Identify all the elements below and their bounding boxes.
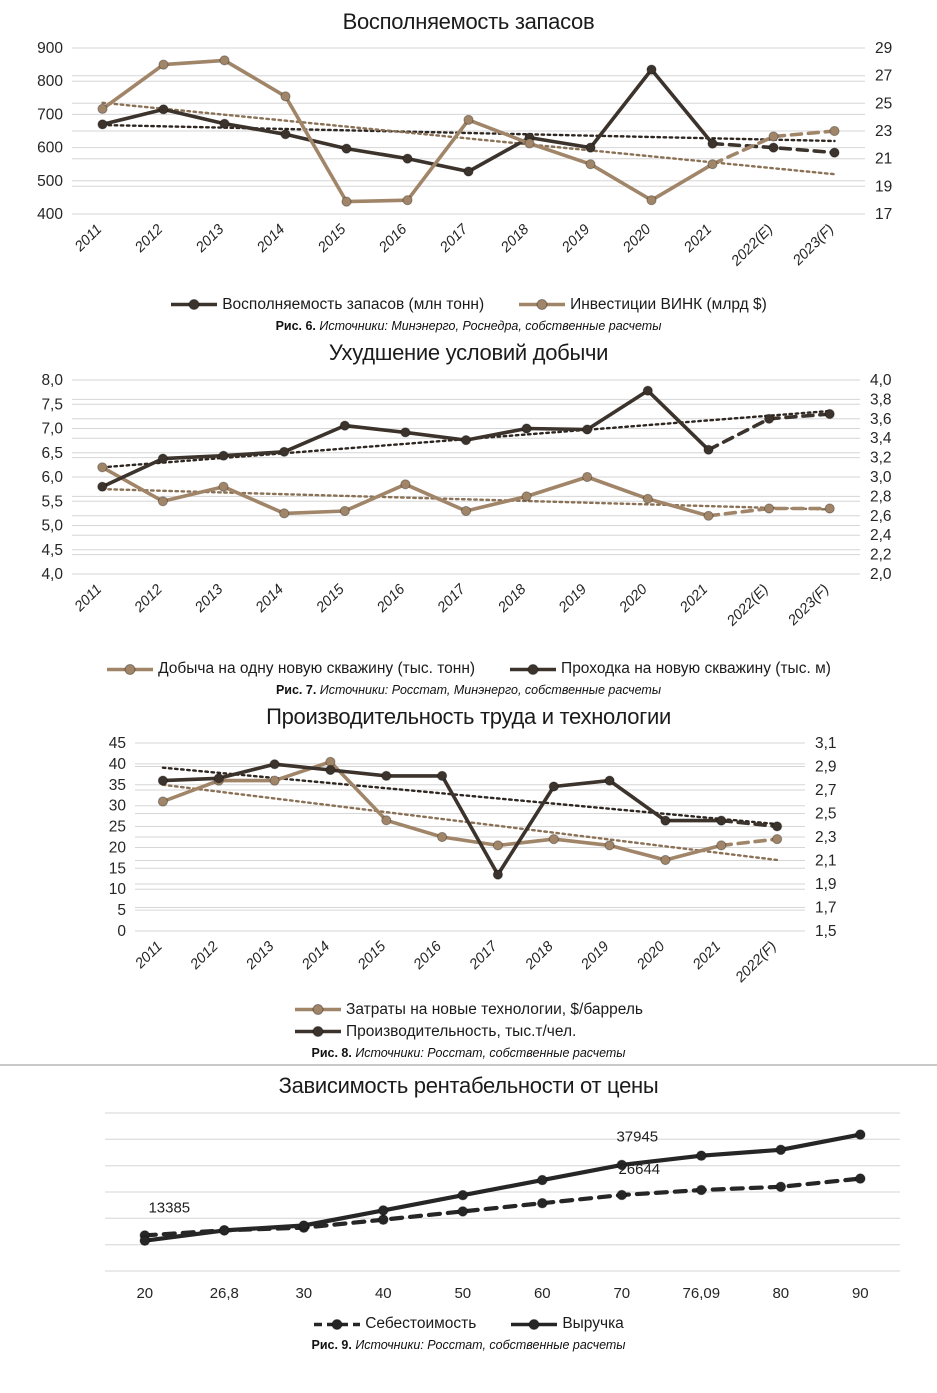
svg-text:2015: 2015	[315, 221, 350, 256]
svg-text:2014: 2014	[299, 938, 334, 973]
svg-text:2018: 2018	[498, 221, 533, 256]
svg-text:2,9: 2,9	[815, 758, 837, 775]
legend-marker-icon	[510, 1318, 558, 1331]
svg-text:2013: 2013	[243, 938, 278, 973]
svg-text:2020: 2020	[616, 581, 651, 616]
section-divider	[0, 1064, 937, 1066]
svg-text:2017: 2017	[434, 581, 469, 616]
svg-text:3,2: 3,2	[870, 449, 892, 467]
data-label: 13385	[148, 1199, 191, 1217]
price-profitability-svg	[0, 1101, 937, 1313]
legend-marker-icon	[170, 298, 218, 311]
chart-reserves	[0, 8, 937, 333]
svg-text:2011: 2011	[71, 221, 106, 255]
legend-label: Добыча на одну новую скважину (тыс. тонн)	[158, 660, 476, 677]
svg-text:25: 25	[108, 818, 126, 836]
svg-text:76,09: 76,09	[682, 1285, 721, 1302]
caption-source: Источники: Росстат, собственные расчеты	[355, 1045, 626, 1060]
caption-label: Рис. 8.	[311, 1045, 352, 1060]
svg-text:400: 400	[37, 205, 63, 223]
svg-text:40: 40	[108, 755, 126, 773]
chart-production-conditions-plot	[0, 368, 937, 658]
svg-text:21: 21	[875, 150, 893, 168]
y-axis-right	[815, 735, 837, 940]
x-axis	[71, 581, 832, 630]
svg-text:2021: 2021	[681, 221, 716, 256]
chart-productivity-technology	[0, 703, 937, 1060]
gridlines	[135, 743, 805, 931]
y-axis-left	[109, 735, 127, 940]
gridlines	[72, 48, 865, 214]
svg-text:29: 29	[875, 39, 893, 57]
legend-marker-icon	[294, 1003, 342, 1016]
svg-text:27: 27	[875, 67, 893, 85]
svg-text:800: 800	[37, 72, 63, 90]
svg-text:40: 40	[374, 1285, 392, 1302]
svg-text:4,0: 4,0	[870, 372, 892, 389]
y-axis-left	[41, 372, 63, 583]
svg-text:2016: 2016	[376, 221, 411, 256]
svg-text:2012: 2012	[187, 938, 222, 973]
svg-text:2020: 2020	[634, 938, 669, 973]
svg-text:2018: 2018	[495, 581, 530, 616]
svg-text:25: 25	[875, 94, 893, 112]
chart-title: Зависимость рентабельности от цены	[278, 1072, 659, 1098]
svg-text:1,5: 1,5	[815, 922, 837, 940]
svg-text:2,5: 2,5	[815, 805, 837, 822]
legend-label: Выручка	[562, 1315, 624, 1332]
productivity-technology-svg	[0, 733, 937, 999]
svg-text:10: 10	[108, 880, 126, 898]
legend-item	[509, 660, 831, 678]
legend-label: Проходка на новую скважину (тыс. м)	[561, 660, 831, 677]
legend-marker-icon	[106, 663, 154, 676]
svg-text:2014: 2014	[254, 221, 289, 256]
svg-text:2013: 2013	[193, 221, 228, 256]
legend-marker-icon	[518, 298, 566, 311]
legend-item	[294, 1001, 643, 1019]
svg-text:3,1: 3,1	[815, 734, 837, 752]
svg-text:2022(E): 2022(E)	[724, 581, 772, 630]
x-axis	[136, 1285, 868, 1302]
legend-item	[518, 296, 767, 314]
y-axis-right	[870, 372, 892, 583]
legend-item	[294, 1023, 576, 1041]
svg-text:35: 35	[108, 776, 126, 794]
chart-price-profitability-legend	[0, 1315, 937, 1333]
svg-text:15: 15	[108, 859, 126, 877]
svg-text:2015: 2015	[354, 938, 390, 973]
chart-title: Восполняемость запасов	[342, 9, 595, 34]
y-axis-left	[37, 40, 63, 223]
legend-label: Затраты на новые технологии, $/баррель	[346, 1000, 643, 1018]
svg-text:2019: 2019	[559, 221, 594, 256]
svg-text:2,2: 2,2	[870, 546, 892, 564]
svg-text:2,3: 2,3	[815, 828, 837, 846]
caption-label: Рис. 6.	[275, 318, 316, 333]
legend-item	[106, 660, 475, 678]
svg-text:2021: 2021	[689, 938, 725, 973]
svg-text:6,5: 6,5	[41, 444, 63, 462]
svg-text:1,7: 1,7	[815, 899, 837, 916]
legend-item	[510, 1315, 624, 1333]
svg-text:2012: 2012	[132, 221, 167, 256]
figure-caption	[0, 1046, 937, 1060]
x-axis	[71, 220, 837, 269]
svg-text:2,1: 2,1	[815, 852, 837, 869]
svg-text:70: 70	[613, 1285, 631, 1302]
y-axis-right	[875, 40, 892, 223]
svg-text:2018: 2018	[522, 938, 557, 973]
svg-text:2013: 2013	[192, 581, 227, 616]
caption-source: Источники: Росстат, Минэнерго, собственные расчеты	[319, 683, 662, 697]
series--	[98, 463, 835, 521]
svg-text:2014: 2014	[252, 581, 288, 616]
svg-text:80: 80	[772, 1285, 790, 1302]
svg-text:2016: 2016	[374, 581, 409, 616]
svg-text:2,4: 2,4	[870, 527, 892, 545]
svg-text:23: 23	[875, 122, 893, 140]
svg-text:2022(F): 2022(F)	[732, 938, 780, 986]
caption-label: Рис. 7.	[275, 683, 317, 697]
svg-text:2017: 2017	[466, 938, 501, 973]
svg-text:0: 0	[117, 922, 126, 940]
svg-text:30: 30	[295, 1285, 313, 1302]
chart-price-profitability-plot	[0, 1101, 937, 1313]
svg-text:2022(E): 2022(E)	[728, 221, 777, 269]
svg-text:500: 500	[37, 172, 63, 190]
svg-text:5: 5	[117, 901, 126, 919]
svg-text:900: 900	[37, 39, 63, 57]
figure-caption	[0, 683, 937, 697]
svg-text:20: 20	[108, 838, 126, 856]
legend-marker-icon	[294, 1025, 342, 1038]
figure-caption	[0, 1338, 937, 1352]
svg-text:600: 600	[37, 139, 63, 157]
chart-title: Ухудшение условий добычи	[328, 339, 609, 365]
svg-text:90: 90	[851, 1285, 869, 1302]
chart-production-conditions	[0, 339, 937, 698]
svg-text:2019: 2019	[555, 581, 591, 616]
svg-text:2017: 2017	[437, 221, 472, 256]
svg-text:3,4: 3,4	[870, 430, 892, 448]
data-label: 26644	[618, 1161, 661, 1178]
reserves-svg	[0, 38, 937, 294]
gridlines	[72, 380, 860, 574]
svg-text:3,8: 3,8	[870, 391, 892, 409]
data-label: 37945	[616, 1128, 659, 1146]
svg-text:50: 50	[454, 1285, 472, 1302]
x-axis	[132, 937, 780, 986]
svg-text:2023(F): 2023(F)	[790, 221, 838, 269]
svg-text:1,9: 1,9	[815, 875, 837, 893]
svg-text:2021: 2021	[677, 581, 712, 616]
chart-productivity-technology-legend	[294, 1001, 643, 1041]
svg-text:3,6: 3,6	[870, 410, 892, 428]
caption-label: Рис. 9.	[311, 1338, 352, 1352]
svg-text:2011: 2011	[71, 581, 106, 615]
svg-text:2012: 2012	[131, 581, 166, 616]
chart-reserves-plot	[0, 38, 937, 294]
chart-title: Производительность труда и технологии	[266, 704, 671, 729]
svg-text:26,8: 26,8	[209, 1285, 239, 1302]
svg-text:6,0: 6,0	[41, 469, 63, 486]
svg-text:7,0: 7,0	[41, 420, 63, 438]
legend-label: Инвестиции ВИНК (млрд $)	[570, 295, 767, 313]
series--	[158, 759, 781, 879]
svg-text:700: 700	[37, 105, 63, 123]
figure-caption	[0, 319, 937, 333]
production-conditions-svg	[0, 368, 937, 658]
legend-label: Восполняемость запасов (млн тонн)	[222, 295, 485, 313]
svg-text:60: 60	[533, 1285, 551, 1302]
chart-production-conditions-legend	[0, 660, 937, 678]
svg-text:2,0: 2,0	[870, 566, 892, 583]
svg-text:4,0: 4,0	[41, 566, 63, 583]
svg-text:19: 19	[875, 177, 893, 195]
series--	[158, 757, 781, 864]
legend-item	[313, 1315, 476, 1333]
svg-text:2019: 2019	[578, 938, 613, 973]
chart-productivity-technology-plot	[0, 733, 937, 999]
svg-text:30: 30	[108, 797, 126, 815]
svg-text:2,8: 2,8	[870, 488, 892, 506]
series--	[98, 386, 835, 491]
svg-text:2011: 2011	[132, 938, 166, 972]
svg-text:17: 17	[875, 205, 893, 223]
svg-text:2023(F): 2023(F)	[785, 581, 833, 629]
svg-text:20: 20	[136, 1285, 154, 1302]
svg-text:2,6: 2,6	[870, 507, 892, 525]
svg-text:2015: 2015	[313, 581, 348, 616]
svg-text:45: 45	[108, 734, 126, 752]
legend-label: Производительность, тыс.т/чел.	[346, 1022, 577, 1040]
caption-source: Источники: Минэнерго, Роснедра, собственные расчеты	[319, 318, 662, 333]
svg-text:2,7: 2,7	[815, 781, 837, 799]
svg-text:2020: 2020	[620, 221, 655, 256]
caption-source: Источники: Росстат, собственные расчеты	[355, 1338, 626, 1352]
svg-text:8,0: 8,0	[41, 372, 63, 389]
svg-text:5,5: 5,5	[41, 493, 63, 511]
svg-text:3,0: 3,0	[870, 469, 892, 486]
svg-text:7,5: 7,5	[41, 396, 63, 414]
chart-reserves-legend	[0, 296, 937, 314]
legend-label: Себестоимость	[365, 1315, 477, 1332]
legend-marker-icon	[313, 1318, 361, 1331]
svg-text:2016: 2016	[410, 938, 445, 973]
svg-text:5,0: 5,0	[41, 517, 63, 535]
chart-price-profitability	[0, 1072, 937, 1353]
legend-item	[170, 296, 484, 314]
svg-text:4,5: 4,5	[41, 541, 63, 559]
legend-marker-icon	[509, 663, 557, 676]
